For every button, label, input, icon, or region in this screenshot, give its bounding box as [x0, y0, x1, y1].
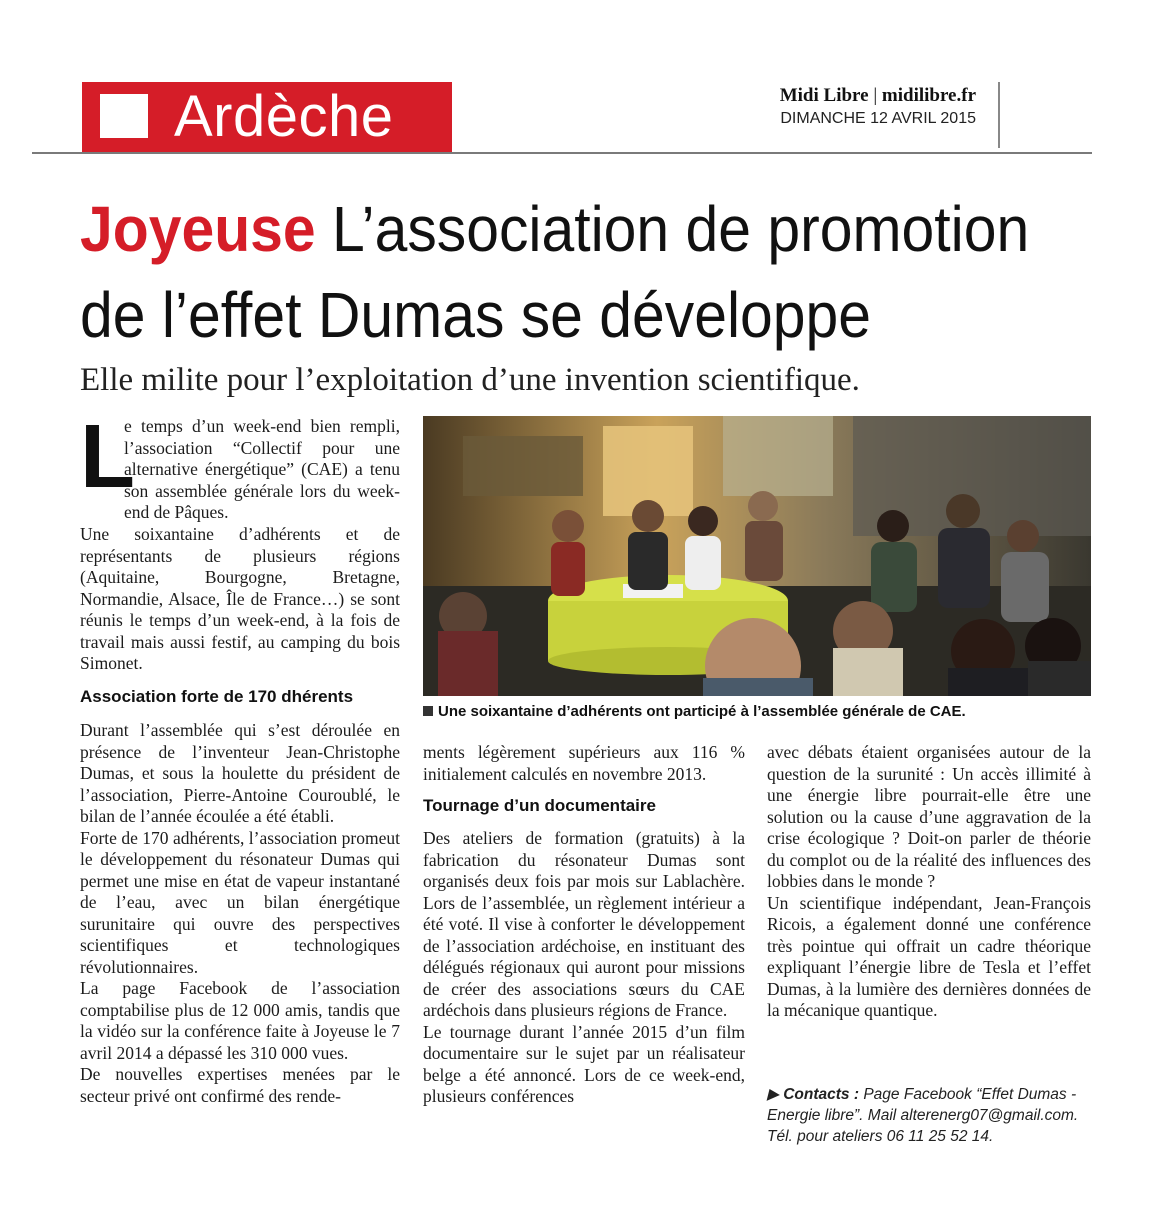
paragraph: Un scientifique indépendant, Jean-François Ricois, a également donné une conférence très pointue qui offrait un cadre théorique expliquant l’énergie libre de Tesla et l’effet Dumas, à la lumière des dernières données de la mécanique quantique.	[767, 892, 1091, 1020]
paragraph: e temps d’un week-end bien rempli, l’association “Collectif pour une alternative énergétique” (CAE) a tenu son assemblée générale lors du week-end de Pâques.	[124, 416, 400, 522]
publication-date: DIMANCHE 12 AVRIL 2015	[780, 110, 976, 127]
paragraph: Durant l’assemblée qui s’est déroulée en présence de l’inventeur Jean-Christophe Dumas, et sous la houlette du président de l’association, Pierre-Antoine Couroublé, le bilan de l’année écoulée a été établi.	[80, 720, 400, 826]
section-title: Ardèche	[174, 84, 394, 149]
header-rule	[32, 152, 1092, 154]
article-intro	[124, 416, 400, 524]
publication-separator: |	[873, 85, 878, 106]
headline-line2: de l’effet Dumas se développe	[80, 279, 872, 351]
column-1-top	[80, 524, 400, 675]
contacts-box	[767, 1084, 1097, 1147]
headline-line1: L’association de promotion	[332, 193, 1030, 265]
publication-info	[780, 84, 976, 130]
subtitle-association: Association forte de 170 dhérents	[80, 687, 354, 706]
article-photo	[423, 416, 1091, 696]
subtitle-documentary: Tournage d’un documentaire	[423, 796, 656, 815]
standfirst: Elle milite pour l’exploitation d’une invention scientifique.	[80, 362, 860, 398]
headline-kicker: Joyeuse	[80, 193, 316, 265]
contacts-arrow-icon: ▶	[767, 1086, 779, 1103]
meeting-photo-illustration	[423, 416, 1091, 696]
paragraph: Des ateliers de formation (gratuits) à la fabrication du résonateur Dumas sont organisés deux fois par mois sur Lablachère. Lors de l’assemblée, un règlement intérieur a été voté. Il vise à conforter le développement de l’association ardéchoise, en instituant des délégués régionaux qui auront pour missions de créer des associations sœurs du CAE ardéchois dans plusieurs régions de France.	[423, 828, 745, 1020]
contacts-label: Contacts :	[783, 1086, 860, 1103]
photo-caption	[423, 703, 966, 720]
header-vertical-rule	[998, 82, 1000, 148]
paragraph: La page Facebook de l’association comptabilise plus de 12 000 amis, tandis que la vidéo sur la conférence faite à Joyeuse le 7 avril 2014 a dépassé les 310 000 vues.	[80, 978, 400, 1063]
contacts-text: Page Facebook “Effet Dumas - Energie libre”. Mail alterenerg07@gmail.com. Tél. pour ateliers 06 11 25 52 14.	[767, 1086, 1079, 1145]
headline	[80, 186, 1037, 358]
column-2-bottom	[423, 828, 745, 1108]
publication-name: Midi Libre	[779, 85, 869, 106]
paragraph: Une soixantaine d’adhérents et de représentants de plusieurs régions (Aquitaine, Bourgogne, Bretagne, Normandie, Alsace, Île de France…) se sont réunis le temps d’un week-end, à la fois de travail mais aussi festif, au camping du bois Simonet.	[80, 524, 400, 673]
column-1-bottom	[80, 720, 400, 1107]
caption-text: Une soixantaine d’adhérents ont participé à l’assemblée générale de CAE.	[438, 703, 966, 720]
drop-cap: L	[80, 407, 135, 507]
column-3	[767, 742, 1091, 1022]
column-2-top	[423, 742, 745, 785]
publication-website: midilibre.fr	[881, 85, 976, 106]
section-square-icon	[100, 94, 148, 138]
caption-square-icon	[423, 706, 433, 716]
paragraph: Le tournage durant l’année 2015 d’un film documentaire sur le sujet par un réalisateur belge a été annoncé. Lors de ce week-end, plusieurs conférences	[423, 1021, 745, 1106]
section-banner	[82, 82, 452, 152]
paragraph: Forte de 170 adhérents, l’association promeut le développement du résonateur Dumas qui permet une mise en état de vapeur instantané de l’eau, avec un bilan énergétique surunitaire qui ouvre des perspectives scientifiques et technologiques révolutionnaires.	[80, 827, 400, 977]
paragraph: De nouvelles expertises menées par le secteur privé ont confirmé des rende-	[80, 1064, 400, 1106]
paragraph: ments légèrement supérieurs aux 116 % initialement calculés en novembre 2013.	[423, 742, 745, 784]
paragraph: avec débats étaient organisées autour de la question de la surunité : Un accès illimité à une énergie libre pourrait-elle être une solution ou la cause d’une aggravation de la crise écologique ? Doit-on parler de théorie du complot ou de la réalité des influences des lobbies dans le monde ?	[767, 742, 1091, 891]
